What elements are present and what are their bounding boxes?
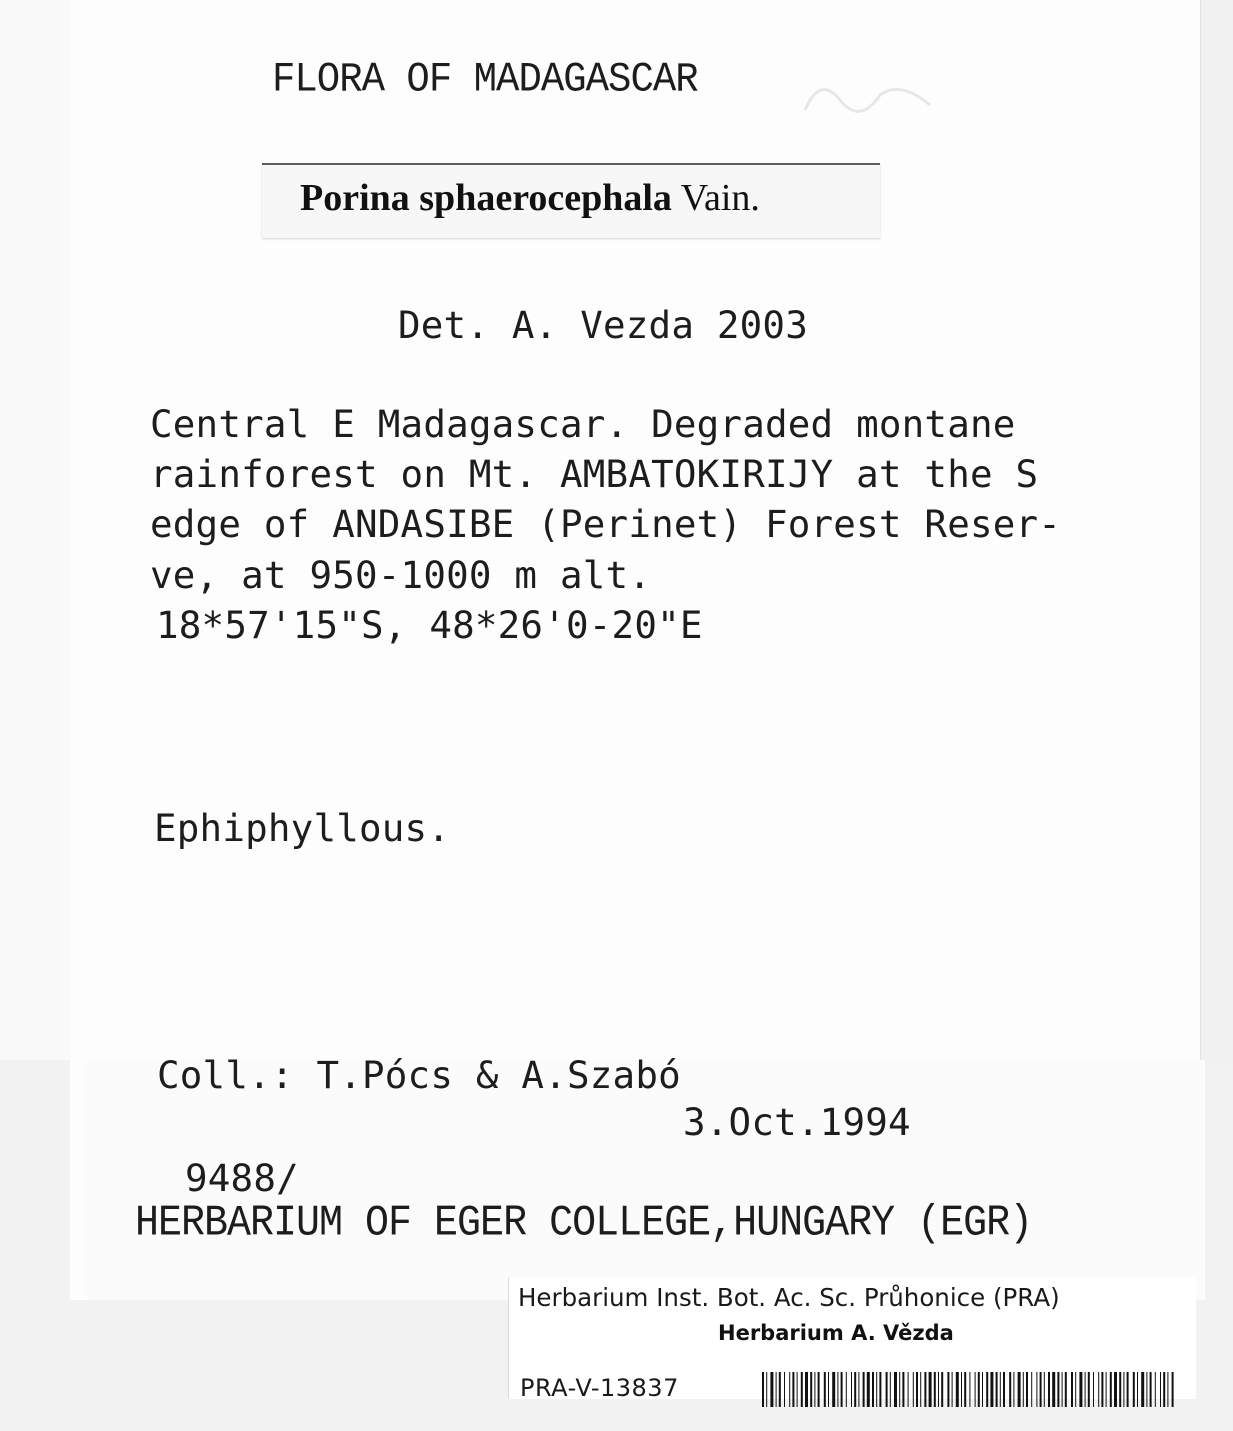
barcode-bar (941, 1372, 943, 1407)
barcode-bar (1071, 1372, 1073, 1407)
barcode-bar (797, 1372, 798, 1407)
barcode-bar (814, 1372, 815, 1407)
barcode-bar (824, 1372, 826, 1407)
barcode-bar (872, 1372, 874, 1407)
barcode-bar (938, 1372, 939, 1407)
barcode-bar (762, 1372, 764, 1407)
taxon-name (300, 176, 760, 220)
barcode-bar (1114, 1372, 1117, 1407)
barcode-bar (1123, 1372, 1124, 1407)
barcode-bar (818, 1372, 820, 1407)
barcode-bar (1040, 1372, 1042, 1407)
barcode-bar (1150, 1372, 1152, 1407)
barcode-bar (832, 1372, 835, 1407)
barcode-bar (1013, 1372, 1014, 1407)
barcode-bar (1000, 1372, 1001, 1407)
barcode-bar (1079, 1372, 1082, 1407)
pra-institution: Herbarium Inst. Bot. Ac. Sc. Průhonice (PRA) (518, 1283, 1060, 1312)
determination: Det. A. Vezda 2003 (398, 303, 808, 347)
barcode-bar (876, 1372, 877, 1407)
barcode-bar (1003, 1372, 1005, 1407)
barcode-bar (1023, 1372, 1024, 1407)
barcode-bar (854, 1372, 856, 1407)
flora-header: FLORA OF MADAGASCAR (272, 56, 698, 104)
barcode-bar (1031, 1372, 1032, 1407)
barcode-bar (1167, 1372, 1168, 1407)
barcode-bar (990, 1372, 993, 1407)
barcode-bar (1101, 1372, 1103, 1407)
barcode-bar (766, 1372, 767, 1407)
barcode-bar (805, 1372, 808, 1407)
barcode-bar (851, 1372, 852, 1407)
locality-line-4: ve, at 950-1000 m alt. (150, 553, 652, 597)
barcode-bar (837, 1372, 838, 1407)
barcode-bar (929, 1372, 932, 1407)
barcode-bar (1062, 1372, 1063, 1407)
barcode-bar (934, 1372, 936, 1407)
barcode-bar (867, 1372, 870, 1407)
barcode-bar (846, 1372, 847, 1407)
barcode-bar (956, 1372, 959, 1407)
barcode-bar (947, 1372, 949, 1407)
barcode-bar (996, 1372, 998, 1407)
barcode-bar (1146, 1372, 1147, 1407)
barcode-bar (964, 1372, 966, 1407)
barcode-bar (1098, 1372, 1099, 1407)
barcode-bar (1172, 1372, 1174, 1407)
barcode-bar (828, 1372, 829, 1407)
barcode-bar (810, 1372, 812, 1407)
barcode-bar (879, 1372, 881, 1407)
barcode-bar (1133, 1372, 1135, 1407)
barcode-bar (858, 1372, 859, 1407)
taxon-binomial: Porina sphaerocephala (300, 177, 672, 219)
barcode-bar (1141, 1372, 1144, 1407)
collectors: Coll.: T.Pócs & A.Szabó (157, 1053, 681, 1097)
barcode-bar (894, 1372, 897, 1407)
locality-line-3: edge of ANDASIBE (Perinet) Forest Reser- (150, 502, 1062, 546)
pra-collection: Herbarium A. Vězda (718, 1321, 954, 1345)
barcode-icon (762, 1372, 1175, 1407)
sheet-edge (0, 0, 70, 1080)
barcode-bar (1018, 1372, 1021, 1407)
barcode-bar (1075, 1372, 1076, 1407)
barcode-bar (913, 1372, 914, 1407)
barcode-bar (916, 1372, 918, 1407)
pra-catalog-number: PRA-V-13837 (520, 1374, 679, 1402)
barcode-bar (1036, 1372, 1037, 1407)
barcode-bar (961, 1372, 962, 1407)
faint-pencil-mark (800, 70, 940, 120)
barcode-bar (902, 1372, 904, 1407)
collection-number: 9488/ (185, 1156, 299, 1200)
barcode-bar (1119, 1372, 1121, 1407)
barcode-bar (1127, 1372, 1129, 1407)
barcode-bar (975, 1372, 976, 1407)
locality-line-2: rainforest on Mt. AMBATOKIRIJY at the S (150, 452, 1039, 496)
coordinates: 18*57'15"S, 48*26'0-20"E (156, 603, 703, 647)
barcode-bar (1155, 1372, 1156, 1407)
barcode-bar (776, 1372, 777, 1407)
barcode-bar (789, 1372, 790, 1407)
barcode-bar (1093, 1372, 1094, 1407)
barcode-bar (784, 1372, 785, 1407)
barcode-bar (1065, 1372, 1067, 1407)
barcode-bar (770, 1372, 773, 1407)
barcode-bar (1085, 1372, 1086, 1407)
barcode-bar (899, 1372, 900, 1407)
barcode-bar (952, 1372, 953, 1407)
barcode-bar (1048, 1372, 1050, 1407)
barcode-bar (1052, 1372, 1055, 1407)
barcode-bar (792, 1372, 794, 1407)
barcode-bar (886, 1372, 888, 1407)
barcode-bar (890, 1372, 891, 1407)
barcode-bar (969, 1372, 970, 1407)
barcode-bar (1088, 1372, 1090, 1407)
barcode-bar (801, 1372, 803, 1407)
barcode-bar (1009, 1372, 1011, 1407)
locality-line-1: Central E Madagascar. Degraded montane (150, 402, 1016, 446)
taxon-author: Vain. (680, 177, 760, 219)
barcode-bar (1160, 1372, 1161, 1407)
barcode-bar (1057, 1372, 1059, 1407)
barcode-bar (841, 1372, 843, 1407)
barcode-bar (1026, 1372, 1028, 1407)
barcode-bar (1137, 1372, 1138, 1407)
barcode-bar (986, 1372, 988, 1407)
barcode-bar (863, 1372, 865, 1407)
barcode-bar (920, 1372, 921, 1407)
barcode-bar (1106, 1372, 1107, 1407)
barcode-bar (982, 1372, 983, 1407)
barcode-bar (908, 1372, 909, 1407)
barcode-bar (779, 1372, 781, 1407)
barcode-bar (1044, 1372, 1045, 1407)
barcode-bar (924, 1372, 926, 1407)
herbarium-name: HERBARIUM OF EGER COLLEGE,HUNGARY (EGR) (135, 1200, 1033, 1249)
barcode-bar (1110, 1372, 1112, 1407)
habitat: Ephiphyllous. (154, 806, 451, 850)
barcode-bar (978, 1372, 980, 1407)
collection-date: 3.Oct.1994 (683, 1100, 911, 1144)
barcode-bar (1163, 1372, 1165, 1407)
